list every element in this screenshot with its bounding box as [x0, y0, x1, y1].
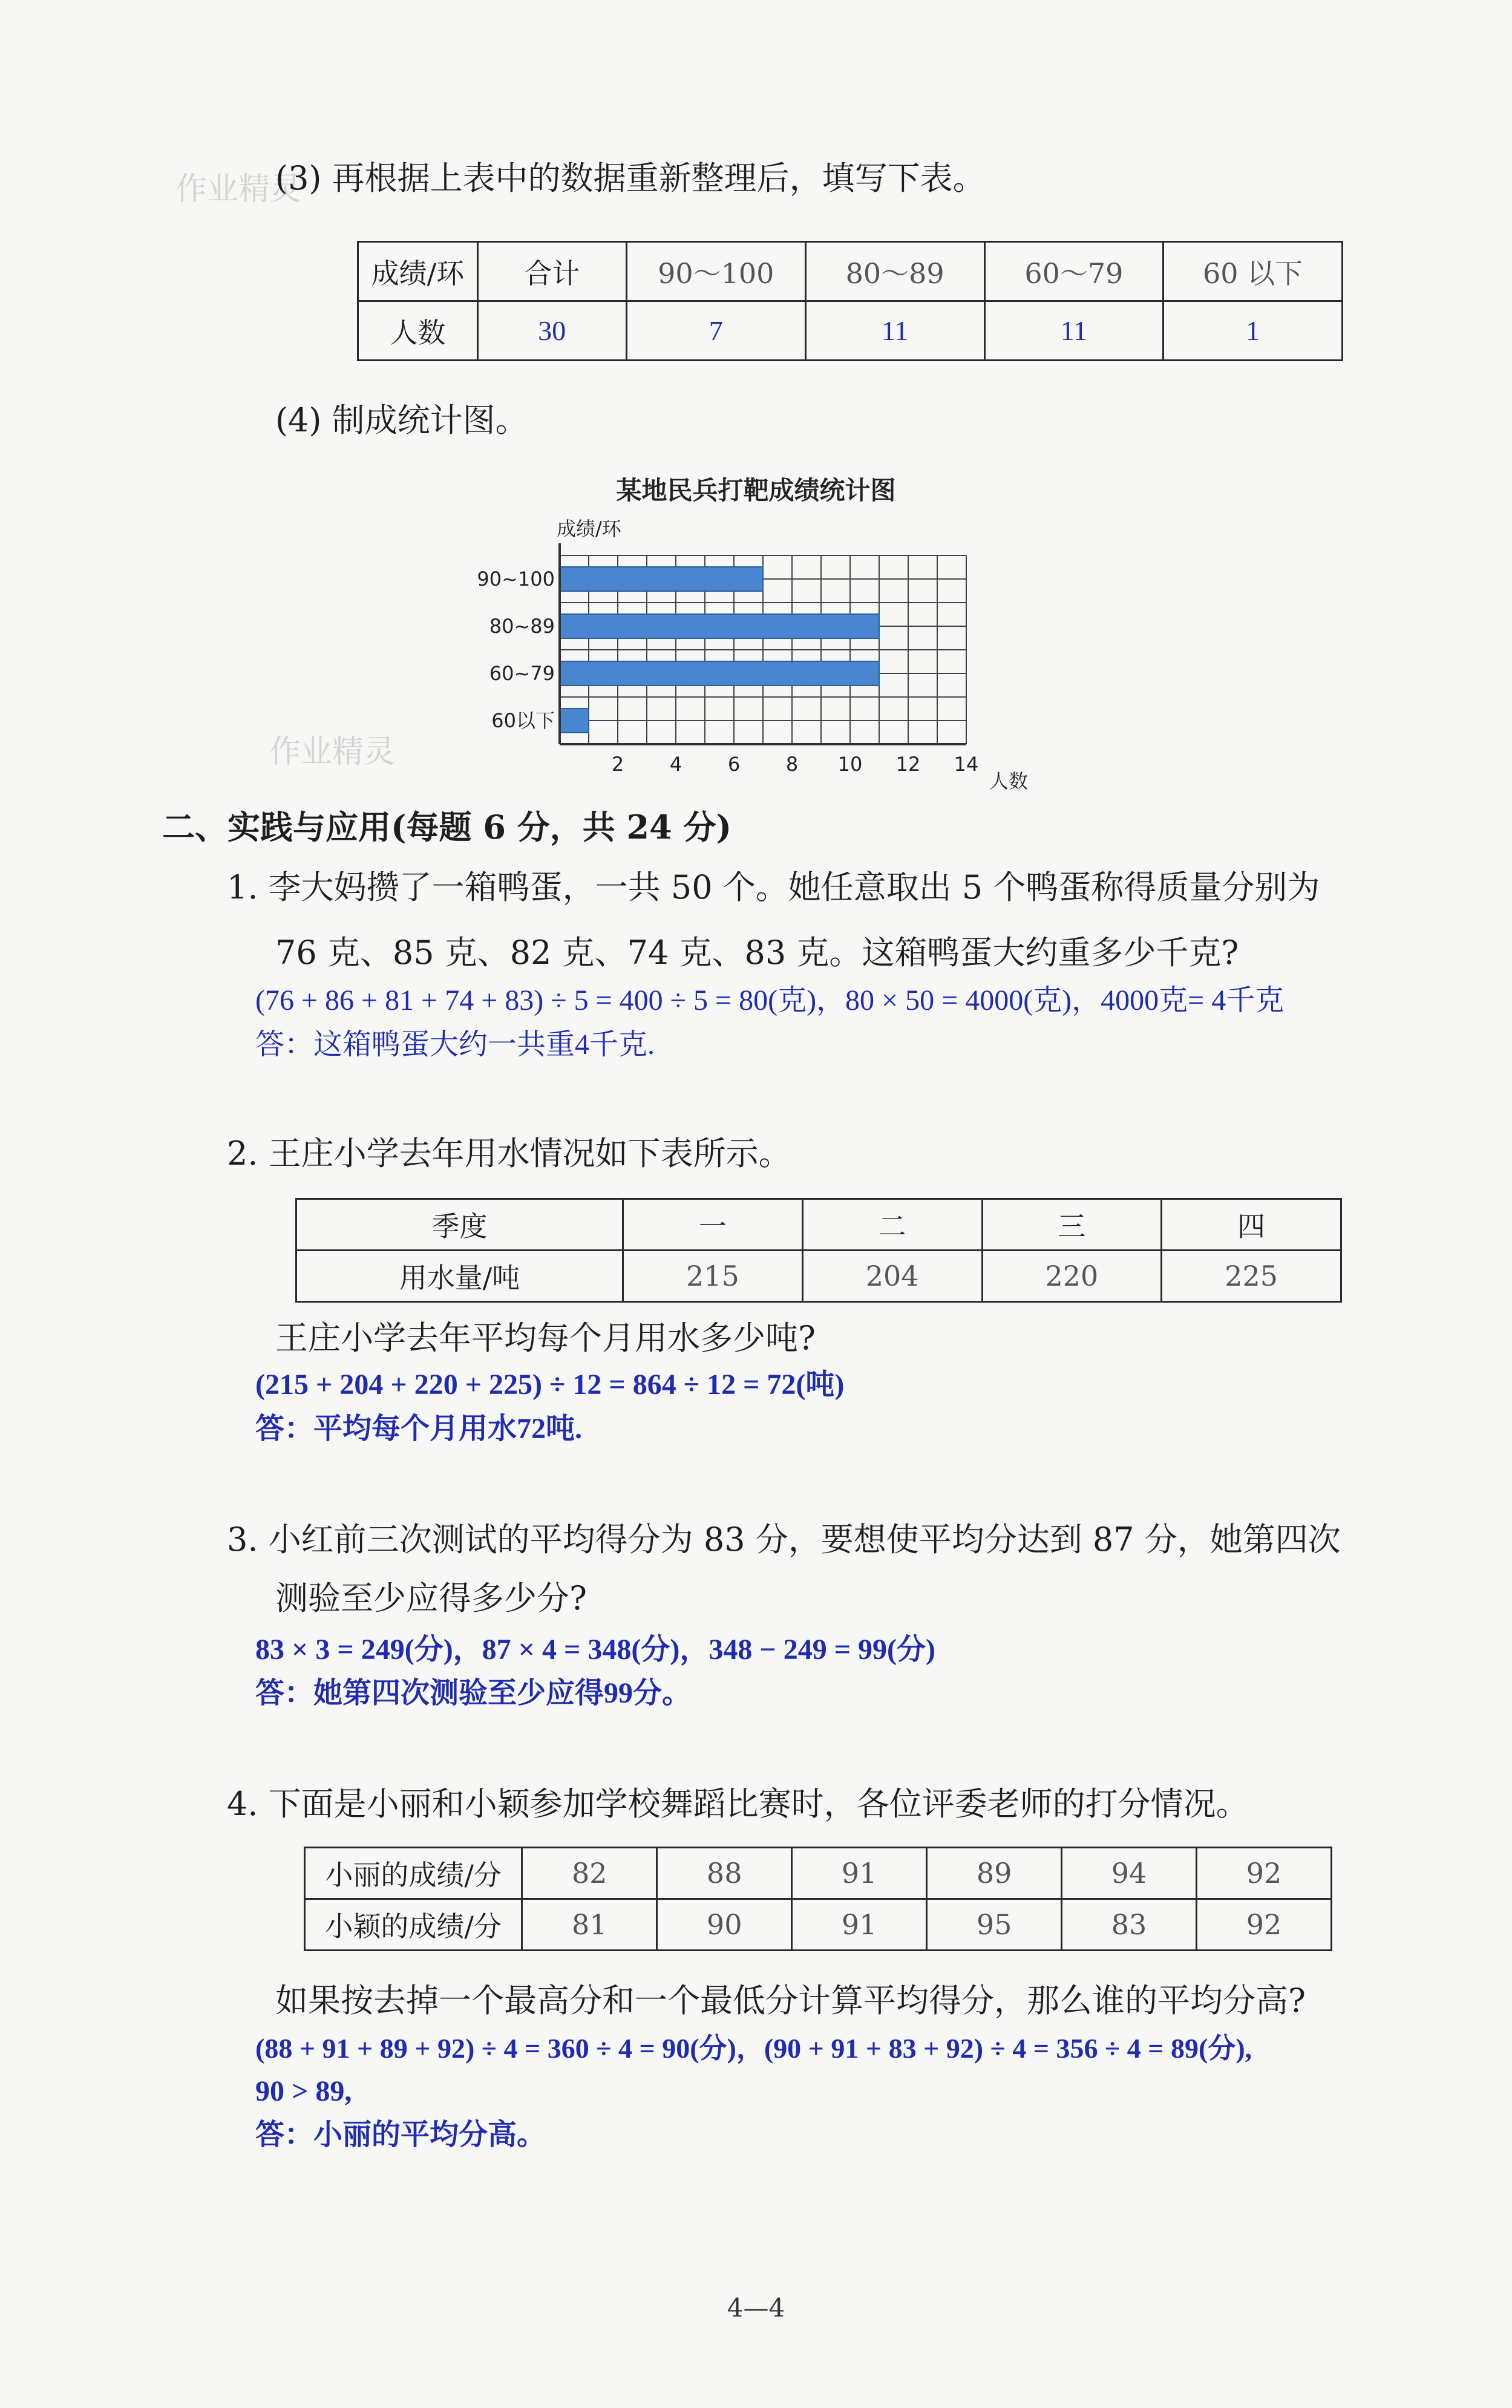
bar-2: [560, 661, 879, 685]
p2-header-q2: 二: [802, 1199, 982, 1251]
watermark-chart: 作业精灵: [269, 734, 396, 770]
category-label-1: 80~89: [489, 615, 555, 638]
bar-0: [560, 567, 763, 591]
q3-prompt: (3) 再根据上表中的数据重新整理后，填写下表。: [275, 159, 986, 197]
category-label-2: 60~79: [489, 662, 555, 685]
q3-value-below-60: 1: [1163, 301, 1343, 361]
p2-table: [295, 1198, 1342, 1303]
q3-value-60-79: 11: [984, 301, 1163, 361]
p2-value-q4: 225: [1162, 1251, 1341, 1302]
x-tick-label-3: 8: [785, 753, 799, 776]
q3-header-2: 90～100: [626, 242, 805, 301]
p3-answer-calc: 83 × 3 = 249(分)，87 × 4 = 348(分)，348 − 249 = 99(分): [255, 1634, 936, 1666]
p2-header-label: 季度: [296, 1199, 623, 1251]
p2-row-label: 用水量/吨: [296, 1251, 623, 1302]
q3-value-90-100: 7: [626, 301, 805, 361]
p4-row1-score-4: 89: [927, 1848, 1062, 1899]
p4-row1-score-2: 88: [657, 1848, 792, 1899]
x-tick-label-6: 14: [954, 753, 979, 776]
chart-title: 某地民兵打靶成绩统计图: [616, 476, 896, 505]
bar-3: [560, 708, 589, 733]
p4-row1-score-5: 94: [1062, 1848, 1197, 1899]
watermark-top: 作业精灵: [175, 171, 302, 208]
p2-line1: 2. 王庄小学去年用水情况如下表所示。: [227, 1134, 791, 1173]
q3-value-total: 30: [477, 301, 626, 361]
p4-row2-score-2: 90: [657, 1899, 792, 1951]
chart-x-axis-label: 人数: [989, 770, 1029, 793]
p4-answer: 答：小丽的平均分高。: [255, 2119, 546, 2151]
q3-header-0: 成绩/环: [358, 242, 478, 301]
p4-row2-score-6: 92: [1197, 1899, 1332, 1951]
p3-line2: 测验至少应得多少分?: [275, 1579, 587, 1617]
p4-table: [304, 1847, 1332, 1951]
p4-row2-score-1: 81: [522, 1899, 657, 1951]
p4-question: 如果按去掉一个最高分和一个最低分计算平均得分，那么谁的平均分高?: [275, 1981, 1306, 2020]
p3-line1: 3. 小红前三次测试的平均得分为 83 分，要想使平均分达到 87 分，她第四次: [227, 1520, 1341, 1559]
p2-answer: 答：平均每个月用水72吨.: [255, 1413, 583, 1445]
q3-header-4: 60～79: [984, 242, 1163, 301]
p1-line2: 76 克、85 克、82 克、74 克、83 克。这箱鸭蛋大约重多少千克?: [275, 934, 1239, 972]
q3-row-label: 人数: [358, 301, 478, 361]
p4-row2-score-5: 83: [1062, 1899, 1197, 1951]
q3-table: [357, 241, 1343, 361]
x-tick-label-5: 12: [895, 753, 921, 776]
p1-answer-calc: (76 + 86 + 81 + 74 + 83) ÷ 5 = 400 ÷ 5 = 80(克)，80 × 50 = 4000(克)，4000克= 4千克: [255, 984, 1285, 1016]
p1-line1: 1. 李大妈攒了一箱鸭蛋，一共 50 个。她任意取出 5 个鸭蛋称得质量分别为: [227, 868, 1320, 906]
category-label-3: 60以下: [491, 709, 555, 732]
p4-row2-score-3: 91: [792, 1899, 927, 1951]
p2-value-q2: 204: [802, 1251, 982, 1302]
p4-row2-score-4: 95: [927, 1899, 1062, 1951]
x-tick-label-0: 2: [611, 753, 624, 776]
p4-row2-label: 小颖的成绩/分: [305, 1899, 522, 1951]
chart-tick-labels: [612, 753, 979, 776]
p4-answer-calc: (88 + 91 + 89 + 92) ÷ 4 = 360 ÷ 4 = 90(分)，(90 + 91 + 83 + 92) ÷ 4 = 356 ÷ 4 = 89(分),: [255, 2033, 1252, 2064]
p2-value-q1: 215: [623, 1251, 803, 1302]
p1-answer: 答：这箱鸭蛋大约一共重4千克.: [255, 1029, 655, 1061]
p2-answer-calc: (215 + 204 + 220 + 225) ÷ 12 = 864 ÷ 12 = 72(吨): [255, 1369, 845, 1401]
q3-value-80-89: 11: [805, 301, 984, 361]
bar-chart: [460, 508, 1053, 805]
p2-header-q3: 三: [982, 1199, 1162, 1251]
q3-header-1: 合计: [477, 242, 626, 301]
page-number: 4—4: [727, 2293, 785, 2323]
p3-answer: 答：她第四次测验至少应得99分。: [255, 1677, 692, 1709]
category-label-0: 90~100: [477, 568, 555, 591]
p4-row1-score-6: 92: [1197, 1848, 1332, 1899]
p2-value-q3: 220: [982, 1251, 1162, 1302]
p4-row1-score-1: 82: [522, 1848, 657, 1899]
q4-prompt: (4) 制成统计图。: [275, 401, 528, 439]
p2-question: 王庄小学去年平均每个月用水多少吨?: [275, 1319, 816, 1357]
bar-1: [560, 614, 879, 638]
x-tick-label-4: 10: [837, 753, 863, 776]
x-tick-label-2: 6: [727, 753, 741, 776]
q3-header-5: 60 以下: [1163, 242, 1343, 301]
chart-y-axis-label: 成绩/环: [557, 517, 621, 540]
q3-header-3: 80～89: [805, 242, 984, 301]
x-tick-label-1: 4: [669, 753, 682, 776]
p2-header-q4: 四: [1162, 1199, 1341, 1251]
p4-answer-compare: 90 > 89,: [255, 2075, 352, 2107]
p4-line1: 4. 下面是小丽和小颖参加学校舞蹈比赛时，各位评委老师的打分情况。: [227, 1785, 1249, 1823]
p2-header-q1: 一: [623, 1199, 803, 1251]
section2-title: 二、实践与应用(每题 6 分，共 24 分): [162, 808, 732, 846]
p4-row1-label: 小丽的成绩/分: [305, 1848, 522, 1899]
p4-row1-score-3: 91: [792, 1848, 927, 1899]
chart-category-labels: [477, 568, 555, 732]
